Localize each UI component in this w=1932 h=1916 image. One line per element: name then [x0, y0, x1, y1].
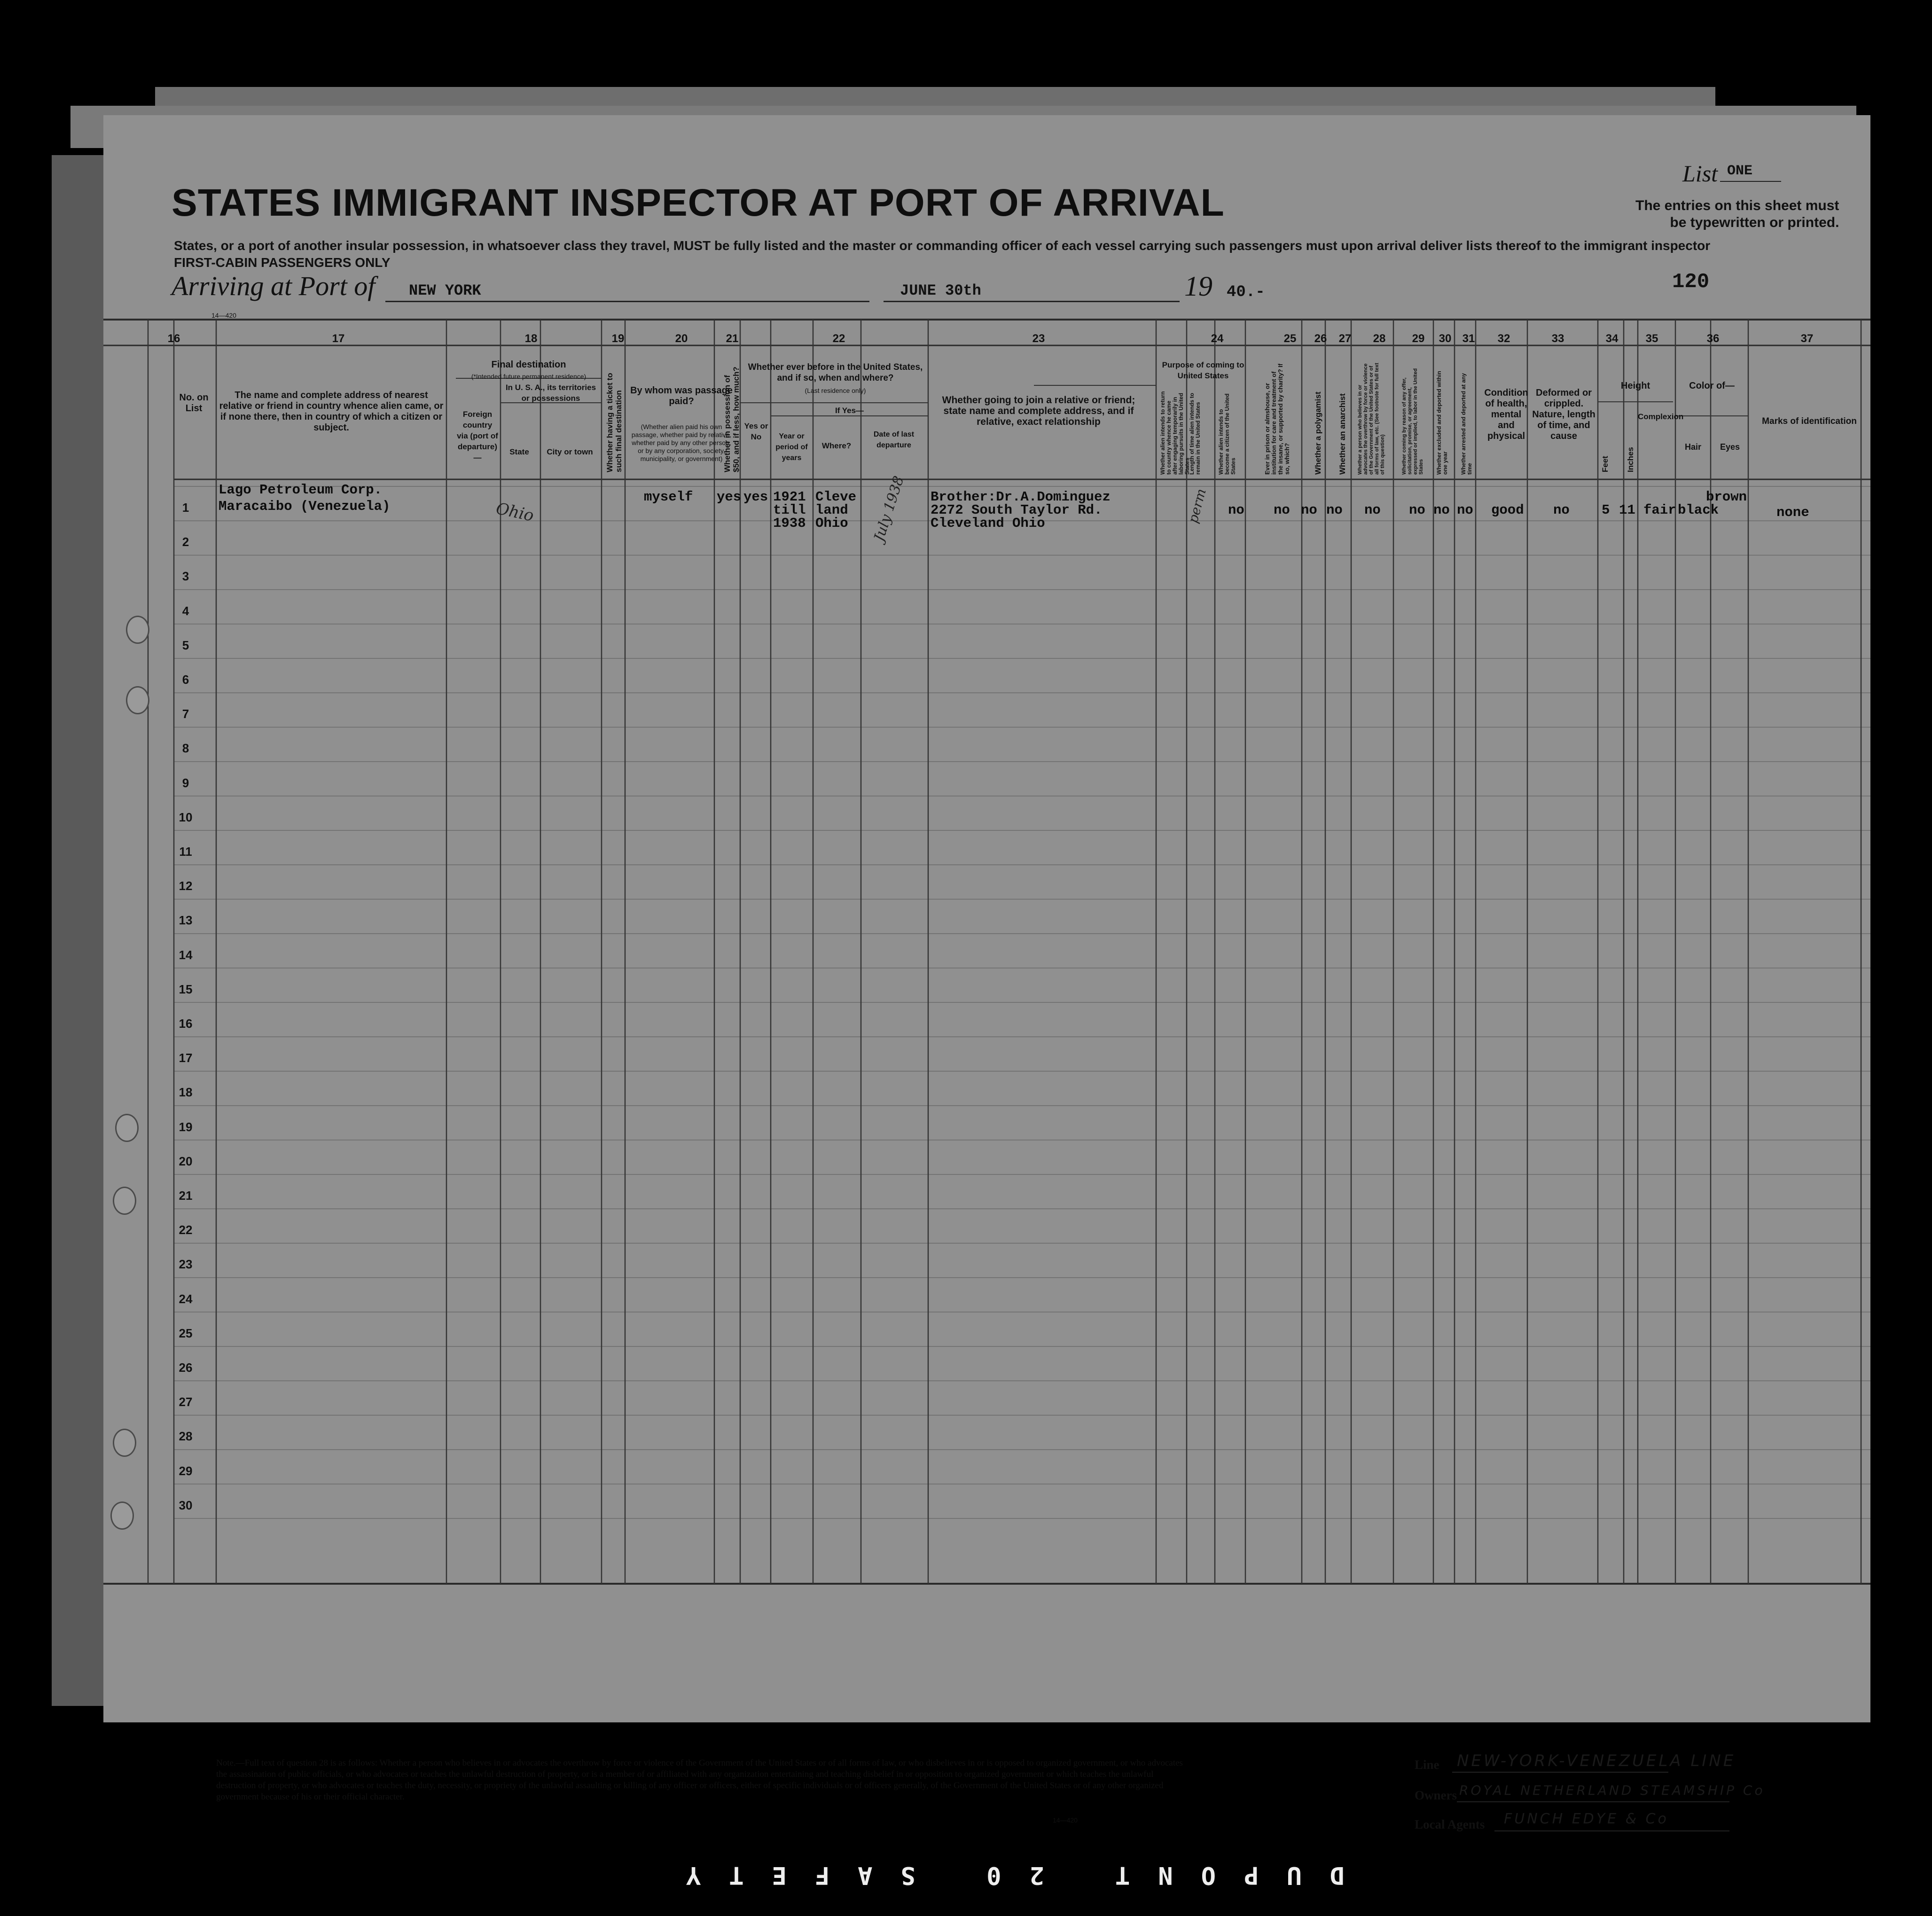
row-number: 9: [182, 775, 189, 790]
header-where: Where?: [821, 441, 852, 450]
header-50-dollars: Whether in possession of $50, and if less, how much?: [723, 367, 741, 472]
destination-state: Ohio: [494, 499, 536, 525]
arrival-port: NEW YORK: [409, 282, 481, 299]
film-edge-stamp: DUPONT 20 SAFETY: [658, 1861, 1345, 1889]
where-line-1: Cleve: [815, 489, 857, 505]
height-inches: 11: [1619, 502, 1635, 518]
header-overthrow: Whether a person who believes in or advocates the overthrow by force or violence of the Government of the United States or of all forms of law, etc. (See footnote for full text of this question): [1357, 363, 1385, 475]
colnum-20: 20: [675, 332, 688, 345]
row-number: 28: [179, 1429, 193, 1444]
header-purpose-return: Whether alien intends to return to country whence he came after engaging temporarily in laboring pursuits in the United States: [1159, 391, 1190, 475]
header-arrested: Whether arrested and deported at any time: [1460, 373, 1473, 475]
page-title: STATES IMMIGRANT INSPECTOR AT PORT OF ARRIVAL: [172, 181, 1225, 224]
colnum-19: 19: [611, 332, 625, 345]
header-inches: Inches: [1626, 447, 1635, 472]
punch-hole: [113, 1429, 136, 1457]
row-number: 30: [179, 1498, 193, 1512]
row-number: 12: [179, 879, 193, 893]
header-offer: Whether coming by reason of any offer, solicitation, promise, or agreement, expressed or implied, to labor in the United States: [1401, 368, 1424, 475]
header-color-of: Color of—: [1689, 381, 1735, 391]
line-label: Line: [1415, 1758, 1439, 1772]
where-line-2: land: [815, 502, 848, 518]
years-line-2: till: [773, 502, 806, 518]
colnum-16: 16: [167, 332, 180, 345]
overthrow-answer: no: [1364, 502, 1381, 518]
row-number: 20: [179, 1154, 193, 1168]
header-health: Condition of health, mental and physical: [1484, 388, 1528, 441]
header-ever-before: Whether ever before in the United States, and if so, when and where?: [748, 362, 923, 383]
row-number: 1: [182, 501, 189, 515]
local-agents-label: Local Agents: [1415, 1817, 1485, 1831]
row-number: 13: [179, 913, 193, 928]
colnum-22: 22: [832, 332, 845, 345]
list-label: List: [1682, 160, 1718, 187]
manifest-sheet: [103, 115, 1870, 1831]
local-agents-value: FUNCH EDYE & Co: [1504, 1811, 1669, 1827]
arrival-year: 40.-: [1227, 283, 1265, 301]
hair-color: black: [1678, 502, 1719, 518]
header-join-relative: Whether going to join a relative or friend; state name and complete address, and if relative, exact relationship: [942, 395, 1135, 427]
header-state: State: [509, 447, 529, 456]
join-relative-line-1: Brother:Dr.A.Dominguez: [931, 489, 1111, 505]
header-ever-before-note: (Last residence only): [805, 387, 866, 394]
passenger-class-line: FIRST-CABIN PASSENGERS ONLY: [174, 255, 391, 270]
header-purpose-length: Length of time alien intends to remain in the United States: [1189, 393, 1201, 475]
line-underline: [1452, 1772, 1668, 1773]
colnum-31: 31: [1462, 332, 1475, 345]
colnum-35: 35: [1645, 332, 1658, 345]
last-departure-date: July 1938: [871, 474, 907, 544]
polygamist-answer: no: [1301, 502, 1317, 518]
header-eyes: Eyes: [1720, 442, 1740, 452]
header-foreign-country: Foreign country via (port of departure)—: [457, 410, 498, 462]
punch-hole: [126, 686, 149, 714]
header-final-destination-note: (*Intended future permanent residence): [471, 373, 587, 380]
row-number: 24: [179, 1291, 193, 1306]
colnum-17: 17: [332, 332, 345, 345]
colnum-18: 18: [524, 332, 538, 345]
owners-value: ROYAL NETHERLAND STEAMSHIP Co: [1459, 1783, 1765, 1798]
colnum-24: 24: [1211, 332, 1224, 345]
where-line-3: Ohio: [815, 516, 848, 531]
colnum-28: 28: [1373, 332, 1386, 345]
punch-hole: [126, 616, 149, 644]
list-value: ONE: [1727, 163, 1753, 179]
row-number: 14: [179, 947, 193, 962]
header-hair: Hair: [1684, 442, 1701, 452]
row-number: 17: [179, 1051, 193, 1065]
year-prefix: 19: [1184, 271, 1212, 302]
deformed-answer: no: [1553, 502, 1570, 518]
row-number: 2: [182, 535, 189, 549]
owners-label: Owners: [1415, 1788, 1457, 1802]
prison-answer: no: [1274, 502, 1290, 518]
table-grid: [103, 115, 1870, 1722]
complexion-answer: fair: [1643, 502, 1676, 518]
header-height: Height: [1620, 381, 1650, 391]
header-polygamist: Whether a polygamist: [1314, 391, 1322, 475]
row-number: 23: [179, 1257, 193, 1272]
punch-hole: [115, 1114, 139, 1142]
header-final-destination: Final destination: [491, 360, 566, 370]
row-number: 7: [182, 707, 189, 721]
local-agents-underline: [1494, 1830, 1729, 1831]
relative-address-line-2: Maracaibo (Venezuela): [219, 499, 391, 514]
form-tag-top: 14—420: [211, 312, 236, 319]
arriving-label: Arriving at Port of: [172, 271, 375, 301]
join-relative-line-3: Cleveland Ohio: [931, 516, 1045, 531]
purpose-mark: perm: [1185, 487, 1209, 525]
years-line-3: 1938: [773, 516, 806, 531]
height-feet: 5: [1602, 502, 1610, 518]
line-value: NEW-YORK-VENEZUELA LINE: [1457, 1752, 1736, 1770]
header-ticket: Whether having a ticket to such final destination: [605, 373, 623, 472]
header-if-yes: If Yes—: [835, 406, 864, 415]
punch-hole: [113, 1187, 136, 1215]
instruction-line: States, or a port of another insular possession, in whatsoever class they travel, MUST be fully listed and the master or commanding officer of each vessel carrying such passengers must upon arrival deliver lists thereof to the immigrant inspector: [174, 238, 1711, 253]
row-number: 18: [179, 1085, 193, 1100]
header-city: City or town: [547, 447, 593, 456]
header-complexion: Complexion: [1638, 412, 1684, 421]
row-number: 21: [179, 1189, 193, 1203]
header-in-usa: In U. S. A., its territories or possessions: [505, 383, 596, 403]
arrested-answer: no: [1457, 502, 1473, 518]
offer-answer: no: [1409, 502, 1425, 518]
ever-before-yes-no: yes: [743, 489, 768, 505]
header-prison: Ever in prison or almshouse, or institution for care and treatment of the insane, or supported by charity? If so, which?: [1264, 363, 1291, 475]
header-years: Year or period of years: [775, 432, 808, 462]
colnum-29: 29: [1412, 332, 1425, 345]
header-deformed: Deformed or crippled. Nature, length of time, and cause: [1532, 388, 1596, 441]
has-50-dollars: yes: [717, 489, 742, 505]
colnum-30: 30: [1439, 332, 1452, 345]
row-number: 22: [179, 1223, 193, 1237]
colnum-21: 21: [726, 332, 739, 345]
colnum-33: 33: [1551, 332, 1564, 345]
footnote-question-28: Note.—Full text of question 28 is as follows: Whether a person who believes in or advocates the overthrow by force or violence of the Government of the United States or of all forms of law, or who disbelieves in or is opposed to organized government, or who advocates the assassination of public officials, or who advocates or teaches the unlawful destruction of property, or is a member of or affiliated with any organization entertaining and teaching disbelief in or opposition to organized government or which teaches the unlawful destruction of property, or who advocates or teaches the duty, necessity, or propriety of the unlawful assaulting or killing of any officer or officers, either of specific individuals or of officers generally, of the Government of the United States or of any other organized government because of his or their official character.: [216, 1758, 1183, 1802]
header-passage-paid-note: (Whether alien paid his own passage, whether paid by relative, whether paid by any other person, or by any corporation, society, municipality, or government): [631, 423, 732, 462]
relative-address-line-1: Lago Petroleum Corp.: [219, 482, 383, 498]
colnum-32: 32: [1497, 332, 1510, 345]
header-anarchist: Whether an anarchist: [1338, 393, 1347, 475]
row-number: 19: [179, 1119, 193, 1134]
header-feet: Feet: [1601, 456, 1610, 472]
underlying-sheet-left: [52, 155, 108, 1706]
owners-underline: [1457, 1801, 1729, 1802]
anarchist-answer: no: [1326, 502, 1343, 518]
entries-note-line-1: The entries on this sheet must: [1635, 198, 1839, 213]
header-purpose-citizen: Whether alien intends to become a citizen of the United States: [1218, 393, 1236, 475]
colnum-36: 36: [1706, 332, 1720, 345]
colnum-37: 37: [1800, 332, 1814, 345]
eye-color: brown: [1706, 489, 1747, 505]
row-number: 5: [182, 638, 189, 652]
row-number-column: [164, 115, 211, 1722]
entries-note-line-2: be typewritten or printed.: [1670, 215, 1839, 230]
header-nearest-relative: The name and complete address of nearest relative or friend in country whence alien came, or if none there, then in country of which a citizen or subject.: [219, 390, 444, 433]
row-number: 4: [182, 603, 189, 618]
colnum-26: 26: [1314, 332, 1327, 345]
header-purpose: Purpose of coming to United States: [1162, 360, 1244, 380]
header-excluded: Whether excluded and deported within one year: [1436, 371, 1448, 475]
row-number: 3: [182, 569, 189, 584]
row-number: 25: [179, 1326, 193, 1340]
header-yes-no: Yes or No: [744, 422, 768, 441]
row-number: 6: [182, 673, 189, 687]
row-number: 26: [179, 1361, 193, 1375]
header-passage-paid: By whom was passage paid?: [630, 385, 733, 407]
colnum-27: 27: [1338, 332, 1352, 345]
intends-citizen: no: [1228, 502, 1244, 518]
colnum-25: 25: [1283, 332, 1297, 345]
row-number: 11: [179, 845, 192, 859]
sheet-number: 120: [1672, 270, 1710, 294]
row-number: 16: [179, 1017, 193, 1031]
row-number: 27: [179, 1395, 193, 1409]
row-number: 15: [179, 982, 193, 996]
excluded-answer: no: [1433, 502, 1450, 518]
passage-paid-by: myself: [644, 489, 693, 505]
arrival-date: JUNE 30th: [900, 282, 981, 299]
join-relative-line-2: 2272 South Taylor Rd.: [931, 502, 1103, 518]
header-last-departure: Date of last departure: [873, 430, 915, 449]
years-line-1: 1921: [773, 489, 806, 505]
row-number: 8: [182, 741, 189, 756]
colnum-23: 23: [1032, 332, 1045, 345]
header-no-on-list: No. on List: [179, 392, 209, 414]
colnum-34: 34: [1605, 332, 1619, 345]
identification-marks: none: [1776, 505, 1809, 520]
health-answer: good: [1491, 502, 1524, 518]
form-tag-bottom: 14—420: [1053, 1816, 1078, 1824]
punch-hole: [110, 1502, 134, 1530]
row-number: 29: [179, 1463, 193, 1478]
header-marks: Marks of identification: [1762, 416, 1857, 426]
row-number: 10: [179, 810, 193, 824]
